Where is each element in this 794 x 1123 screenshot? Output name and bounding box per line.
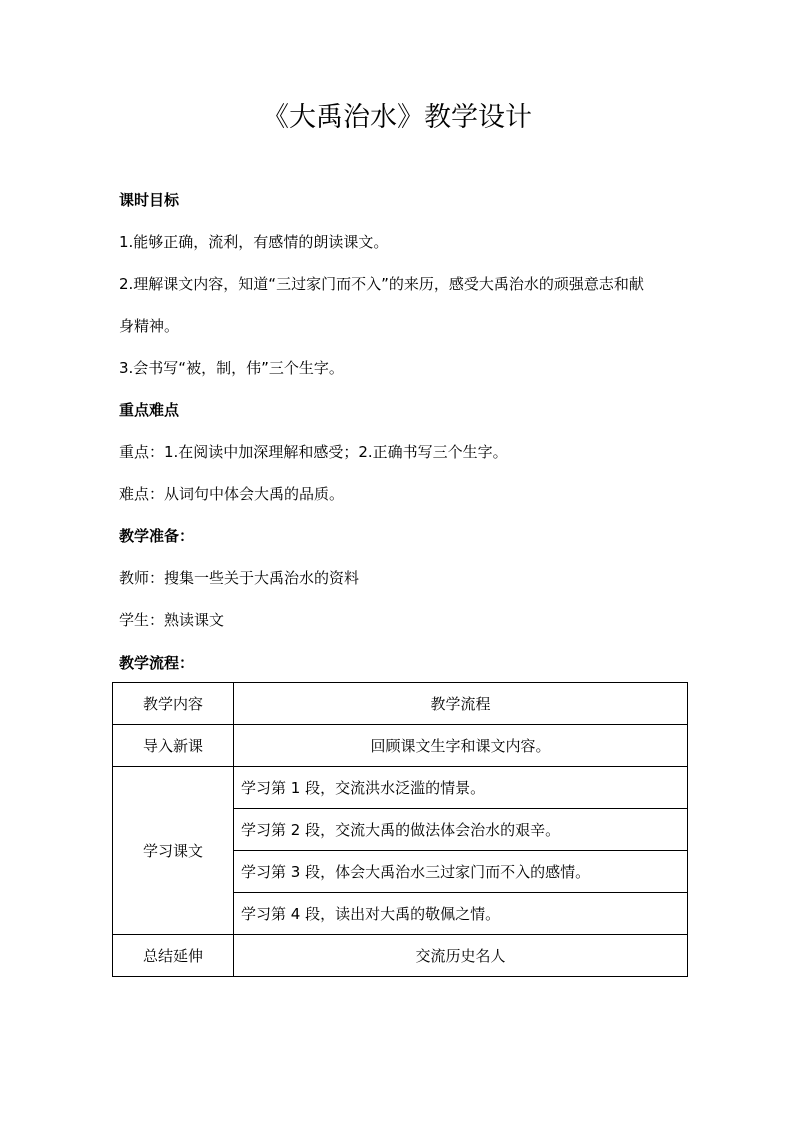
difficulty-text: 难点：从词句中体会大禹的品质。 [119,485,345,503]
objectives-heading: 课时目标 [119,191,180,209]
study-step-cell: 学习第 4 段，读出对大禹的敬佩之情。 [234,893,688,935]
study-step-cell: 学习第 2 段，交流大禹的做法体会治水的艰辛。 [234,809,688,851]
intro-label-cell: 导入新课 [113,725,234,767]
table-row [113,767,688,809]
table-row [113,683,688,725]
study-label-cell: 学习课文 [113,767,234,935]
process-heading: 教学流程： [119,654,195,672]
summary-label-cell: 总结延伸 [113,935,234,977]
objective-item-2-line-2: 身精神。 [119,317,180,335]
objective-item-3: 3.会书写“被，制，伟”三个生字。 [119,359,344,377]
preparation-heading: 教学准备： [119,527,195,545]
intro-content-cell: 回顾课文生字和课文内容。 [234,725,688,767]
key-points-heading: 重点难点 [119,401,180,419]
header-cell-content: 教学内容 [113,683,234,725]
table-row [113,725,688,767]
header-cell-process: 教学流程 [234,683,688,725]
teacher-preparation: 教师：搜集一些关于大禹治水的资料 [119,569,360,587]
document-title: 《大禹治水》教学设计 [262,102,532,133]
process-table [112,682,688,977]
summary-content-cell: 交流历史名人 [234,935,688,977]
study-step-cell: 学习第 1 段，交流洪水泛滥的情景。 [234,767,688,809]
objective-item-1: 1.能够正确，流利，有感情的朗读课文。 [119,233,389,251]
student-preparation: 学生：熟读课文 [119,611,225,629]
table-row [113,935,688,977]
key-point-text: 重点：1.在阅读中加深理解和感受；2.正确书写三个生字。 [119,443,508,461]
objective-item-2-line-1: 2.理解课文内容，知道“三过家门而不入”的来历，感受大禹治水的顽强意志和献 [119,275,644,293]
study-step-cell: 学习第 3 段，体会大禹治水三过家门而不入的感情。 [234,851,688,893]
